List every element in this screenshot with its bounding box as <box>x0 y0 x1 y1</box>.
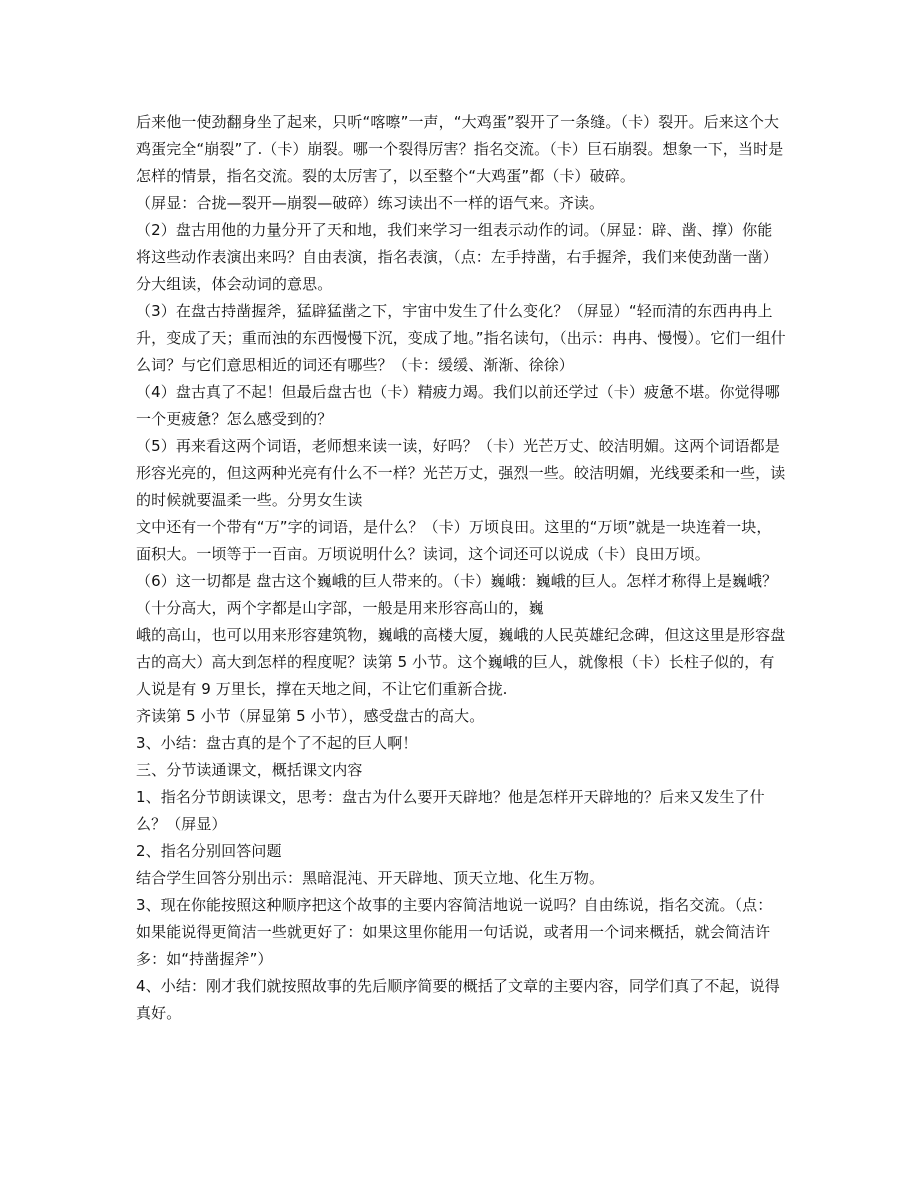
paragraph-4: （3）在盘古持凿握斧，猛辟猛凿之下，宇宙中发生了什么变化？（屏显）“轻而清的东西冉冉上升，变成了天；重而浊的东西慢慢下沉，变成了地。”指名读句，（出示：冉冉、慢慢）。它们一组什么词？与它们意思相近的词还有哪些？（卡：缓缓、渐渐、徐徐） <box>136 302 786 374</box>
paragraph-1: 后来他一使劲翻身坐了起来，只听“喀嚓”一声，“大鸡蛋”裂开了一条缝。（卡）裂开。后来这个大鸡蛋完全“崩裂”了.（卡）崩裂。哪一个裂得厉害？指名交流。（卡）巨石崩裂。想象一下，当时是怎样的情景，指名交流。裂的太厉害了，以至整个“大鸡蛋”都（卡）破碎。 <box>136 113 784 185</box>
document-body <box>136 109 786 1027</box>
paragraph-10: 齐读第 5 小节（屏显第 5 小节），感受盘古的高大。 <box>136 707 485 725</box>
paragraph-17: 4、小结：刚才我们就按照故事的先后顺序简要的概括了文章的主要内容，同学们真了不起，说得真好。 <box>136 977 780 1022</box>
paragraph-15: 结合学生回答分别出示：黑暗混沌、开天辟地、顶天立地、化生万物。 <box>136 869 605 887</box>
paragraph-16: 3、现在你能按照这种顺序把这个故事的主要内容简洁地说一说吗？自由练说，指名交流。（点：如果能说得更简洁一些就更好了：如果这里你能用一句话说，或者用一个词来概括，就会简洁许多：如“持凿握斧”） <box>136 896 773 968</box>
paragraph-7: 文中还有一个带有“万”字的词语，是什么？（卡）万顷良田。这里的“万顷”就是一块连着一块，面积大。一顷等于一百亩。万顷说明什么？读词，这个词还可以说成（卡）良田万顷。 <box>136 518 772 563</box>
paragraph-2: （屏显：合拢—裂开—崩裂—破碎）练习读出不一样的语气来。齐读。 <box>136 194 605 212</box>
paragraph-13: 1、指名分节朗读课文，思考：盘古为什么要开天辟地？他是怎样开天辟地的？后来又发生了什么？（屏显） <box>136 788 765 833</box>
paragraph-5: （4）盘古真了不起！但最后盘古也（卡）精疲力竭。我们以前还学过（卡）疲惫不堪。你觉得哪一个更疲惫？怎么感受到的？ <box>136 383 780 428</box>
paragraph-11: 3、小结：盘古真的是个了不起的巨人啊！ <box>136 734 418 752</box>
paragraph-3: （2）盘古用他的力量分开了天和地，我们来学习一组表示动作的词。（屏显：辟、凿、撑）你能将这些动作表演出来吗？自由表演，指名表演，（点：左手持凿，右手握斧，我们来使劲凿一凿）分大组读，体会动词的意思。 <box>136 221 778 293</box>
paragraph-8: （6）这一切都是 盘古这个巍峨的巨人带来的。（卡）巍峨：巍峨的巨人。怎样才称得上是巍峨？（十分高大，两个字都是山字部，一般是用来形容高山的，巍 <box>136 572 778 617</box>
paragraph-6: （5）再来看这两个词语，老师想来读一读，好吗？（卡）光芒万丈、皎洁明媚。这两个词语都是形容光亮的，但这两种光亮有什么不一样？光芒万丈，强烈一些。皎洁明媚，光线要柔和一些，读的时候就要温柔一些。分男女生读 <box>136 437 786 509</box>
section-heading: 三、分节读通课文，概括课文内容 <box>136 761 363 779</box>
paragraph-9: 峨的高山，也可以用来形容建筑物，巍峨的高楼大厦，巍峨的人民英雄纪念碑，但这这里是形容盘古的高大）高大到怎样的程度呢？读第 5 小节。这个巍峨的巨人，就像根（卡）长柱子似的，有人说是有 9 万里长，撑在天地之间，不让它们重新合拢. <box>136 626 786 698</box>
paragraph-14: 2、指名分别回答问题 <box>136 842 282 860</box>
